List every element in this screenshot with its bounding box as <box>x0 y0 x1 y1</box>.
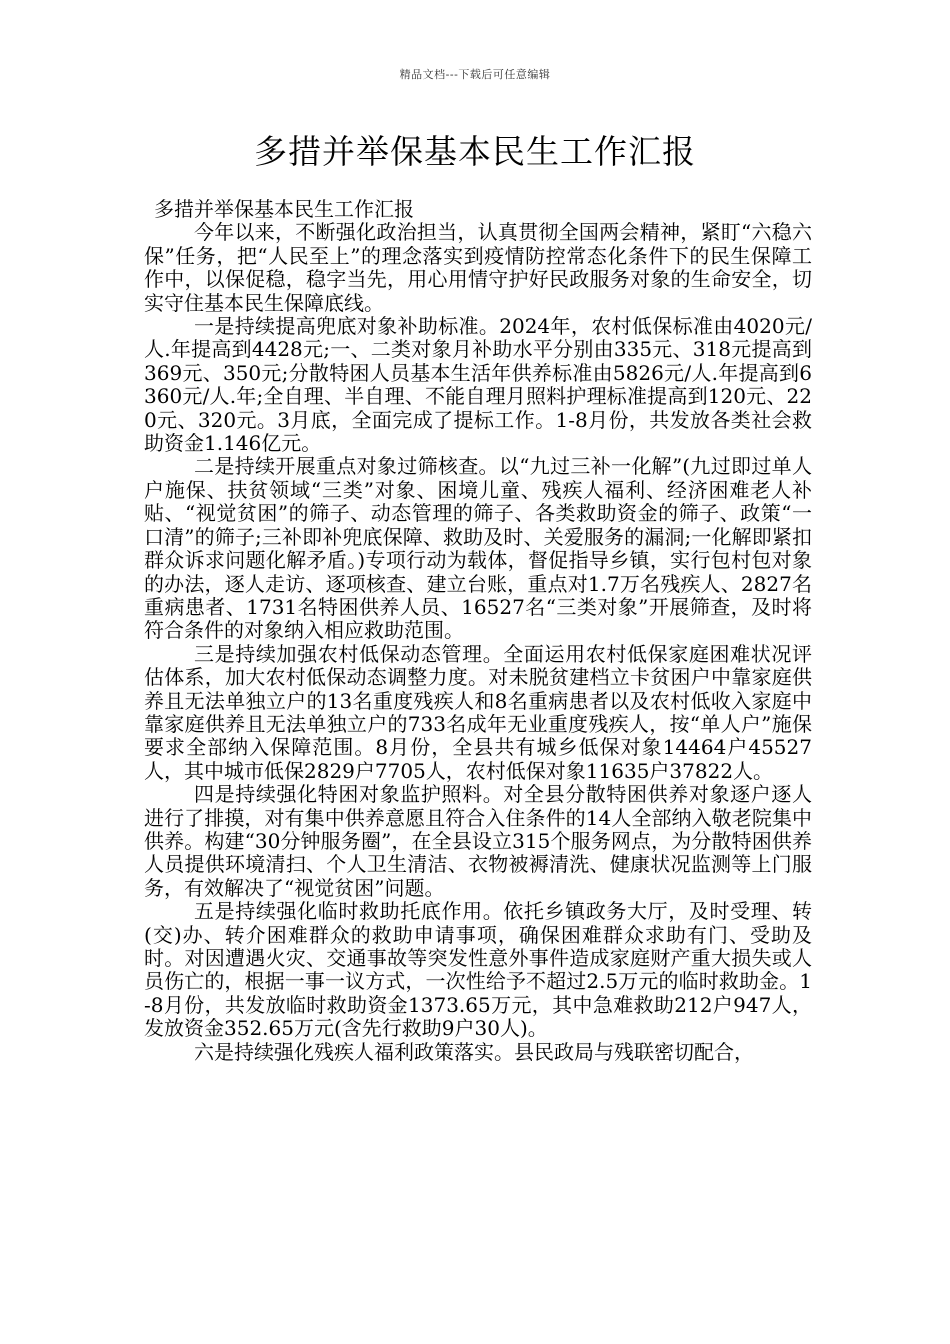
paragraph-3: 三是持续加强农村低保动态管理。全面运用农村低保家庭困难状况评估体系，加大农村低保动态调整力度。对未脱贫建档立卡贫困户中靠家庭供养且无法单独立户的13名重度残疾人和8名重病患者以及农村低收入家庭中靠家庭供养且无法单独立户的733名成年无业重度残疾人，按“单人户”施保要求全部纳入保障范围。8月份，全县共有城乡低保对象14464户45527人，其中城市低保2829户7705人，农村低保对象11635户37822人。 <box>144 641 812 783</box>
header-note: 精品文档---下载后可任意编辑 <box>399 68 551 81</box>
document-subtitle: 多措并举保基本民生工作汇报 <box>154 197 414 221</box>
paragraph-6: 六是持续强化残疾人福利政策落实。县民政局与残联密切配合， <box>194 1039 754 1064</box>
document-body <box>144 198 812 1064</box>
document-title: 多措并举保基本民生工作汇报 <box>254 132 696 171</box>
paragraph-5: 五是持续强化临时救助托底作用。依托乡镇政务大厅，及时受理、转(交)办、转介困难群众的救助申请事项，确保困难群众求助有门、受助及时。对因遭遇火灾、交通事故等突发性意外事件造成家庭财产重大损失或人员伤亡的，根据一事一议方式，一次性给予不超过2.5万元的临时救助金。1-8月份，共发放临时救助资金1373.65万元，其中急难救助212户947人，发放资金352.65万元(含先行救助9户30人)。 <box>144 899 812 1041</box>
paragraph-4: 四是持续强化特困对象监护照料。对全县分散特困供养对象逐户逐人进行了排摸，对有集中供养意愿且符合入住条件的14人全部纳入敬老院集中供养。构建“30分钟服务圈”，在全县设立315个服务网点，为分散特困供养人员提供环境清扫、个人卫生清洁、衣物被褥清洗、健康状况监测等上门服务，有效解决了“视觉贫困”问题。 <box>144 782 812 900</box>
paragraph-2: 二是持续开展重点对象过筛核查。以“九过三补一化解”(九过即过单人户施保、扶贫领域“三类”对象、困境儿童、残疾人福利、经济困难老人补贴、“视觉贫困”的筛子、动态管理的筛子、各类救助资金的筛子、政策“一口清”的筛子;三补即补兜底保障、救助及时、关爱服务的漏洞;一化解即紧扣群众诉求问题化解矛盾。)专项行动为载体，督促指导乡镇，实行包村包对象的办法，逐人走访、逐项核查、建立台账，重点对1.7万名残疾人、2827名重病患者、1731名特困供养人员、16527名“三类对象”开展筛查，及时将符合条件的对象纳入相应救助范围。 <box>144 454 812 643</box>
paragraph-intro: 今年以来，不断强化政治担当，认真贯彻全国两会精神，紧盯“六稳六保”任务，把“人民至上”的理念落实到疫情防控常态化条件下的民生保障工作中，以保促稳，稳字当先，用心用情守护好民政服务对象的生命安全，切实守住基本民生保障底线。 <box>144 220 812 315</box>
paragraph-1: 一是持续提高兜底对象补助标准。2024年，农村低保标准由4020元/人.年提高到4428元;一、二类对象月补助水平分别由335元、318元提高到369元、350元;分散特困人员基本生活年供养标准由5826元/人.年提高到6360元/人.年;全自理、半自理、不能自理月照料护理标准提高到120元、220元、320元。3月底，全面完成了提标工作。1-8月份，共发放各类社会救助资金1.146亿元。 <box>144 314 812 456</box>
